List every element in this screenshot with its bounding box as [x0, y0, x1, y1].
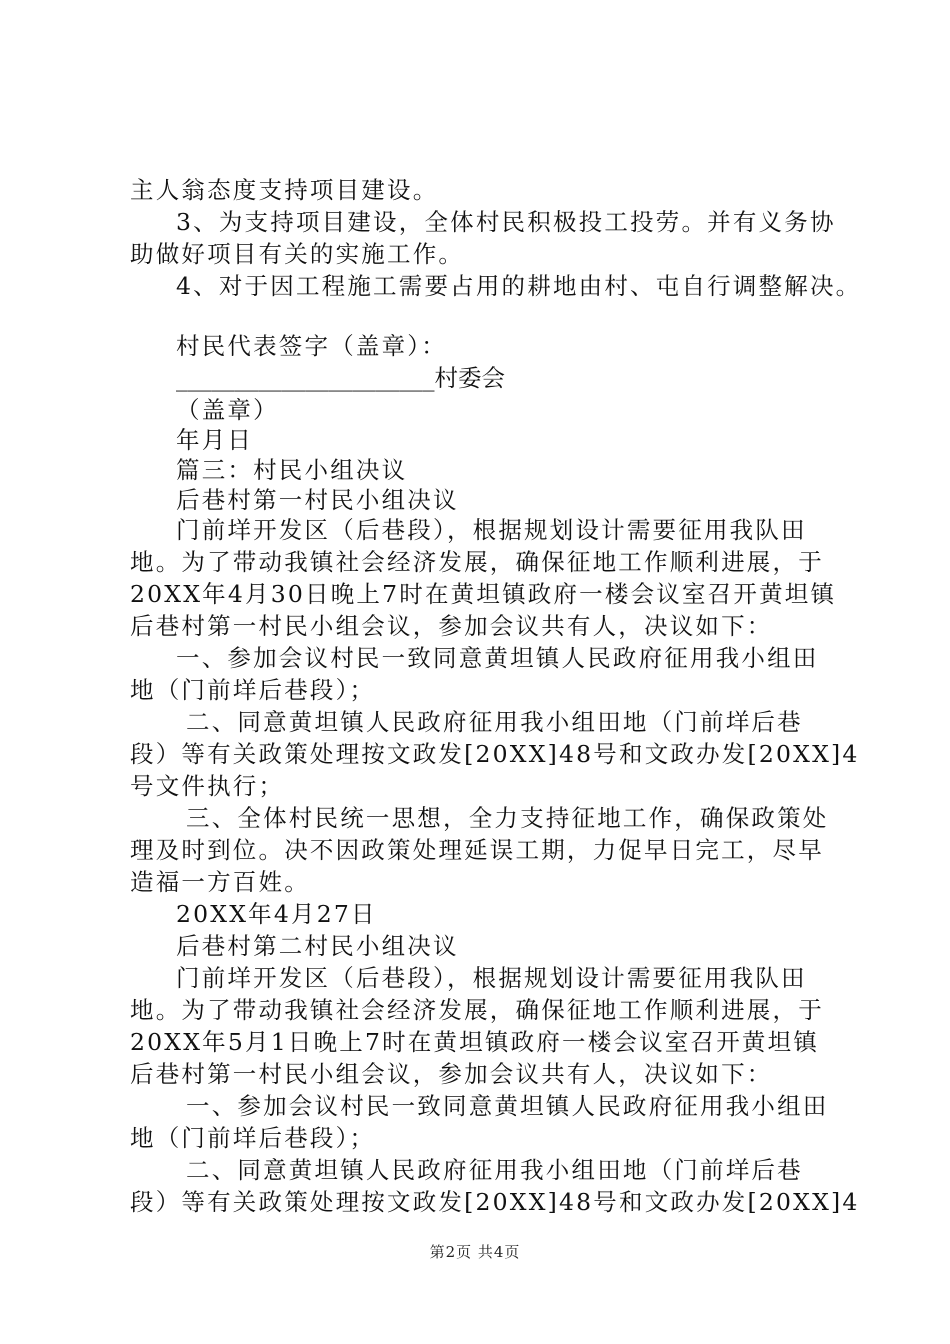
text-line: 段）等有关政策处理按文政发[20XX]48号和文政办发[20XX]4	[130, 1188, 860, 1216]
text-line: 20XX年4月30日晚上7时在黄坦镇政府一楼会议室召开黄坦镇	[130, 580, 837, 608]
text-line: 主人翁态度支持项目建设。	[130, 176, 439, 204]
text-line: 助做好项目有关的实施工作。	[130, 240, 465, 268]
text-line: 造福一方百姓。	[130, 868, 310, 896]
text-line: 4、对于因工程施工需要占用的耕地由村、屯自行调整解决。	[176, 272, 862, 300]
text-line: 二、同意黄坦镇人民政府征用我小组田地（门前垟后巷	[186, 1156, 803, 1184]
text-line: 地。为了带动我镇社会经济发展，确保征地工作顺利进展，于	[130, 996, 824, 1024]
text-line: 一、参加会议村民一致同意黄坦镇人民政府征用我小组田	[186, 1092, 829, 1120]
text-line: 二、同意黄坦镇人民政府征用我小组田地（门前垟后巷	[186, 708, 803, 736]
text-line: 号文件执行；	[130, 772, 285, 800]
text-line: 门前垟开发区（后巷段），根据规划设计需要征用我队田	[176, 964, 807, 992]
date-placeholder: 年月日	[176, 426, 254, 454]
text-line: 地（门前垟后巷段）；	[130, 1124, 376, 1152]
text-line: 理及时到位。决不因政策处理延误工期，力促早日完工，尽早	[130, 836, 824, 864]
text-line: 后巷村第一村民小组会议，参加会议共有人，决议如下：	[130, 1060, 773, 1088]
text-line: 后巷村第一村民小组会议，参加会议共有人，决议如下：	[130, 612, 773, 640]
text-line: 20XX年5月1日晚上7时在黄坦镇政府一楼会议室召开黄坦镇	[130, 1028, 820, 1056]
resolution-title: 后巷村第一村民小组决议	[176, 486, 459, 514]
seal-label: （盖章）	[176, 396, 279, 424]
text-line: 一、参加会议村民一致同意黄坦镇人民政府征用我小组田	[176, 644, 819, 672]
signature-line: ______________________村委会	[176, 364, 505, 392]
section-title: 篇三：村民小组决议	[176, 456, 408, 484]
page-footer: 第2页 共4页	[429, 1243, 521, 1261]
text-line: 地（门前垟后巷段）；	[130, 676, 376, 704]
text-line: 段）等有关政策处理按文政发[20XX]48号和文政办发[20XX]4	[130, 740, 860, 768]
text-line: 3、为支持项目建设，全体村民积极投工投劳。并有义务协	[176, 208, 836, 236]
text-line: 门前垟开发区（后巷段），根据规划设计需要征用我队田	[176, 516, 807, 544]
text-line: 地。为了带动我镇社会经济发展，确保征地工作顺利进展，于	[130, 548, 824, 576]
signature-label: 村民代表签字（盖章）：	[176, 332, 447, 360]
date-line: 20XX年4月27日	[176, 900, 377, 928]
text-line: 三、全体村民统一思想，全力支持征地工作，确保政策处	[186, 804, 829, 832]
resolution-title: 后巷村第二村民小组决议	[176, 932, 459, 960]
